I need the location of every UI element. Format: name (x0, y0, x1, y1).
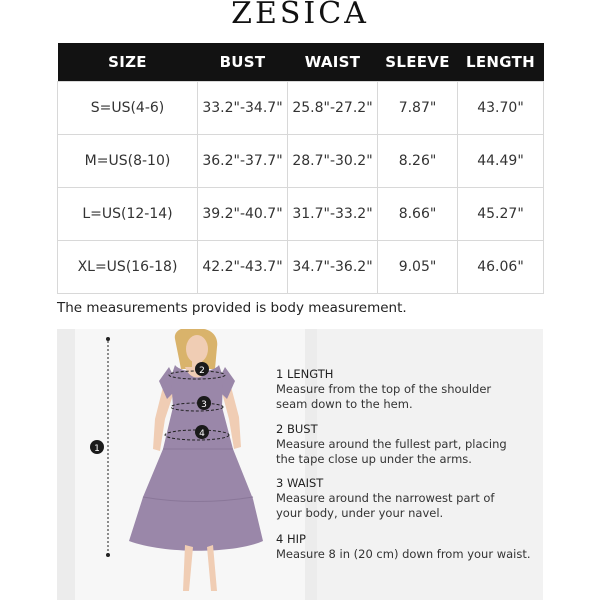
cell-bust: 42.2"-43.7" (198, 241, 288, 294)
guide-waist-title: 3 WAIST (276, 476, 324, 490)
cell-length: 46.06" (458, 241, 544, 294)
guide-length-line: seam down to the hem. (276, 397, 413, 411)
header-size: SIZE (58, 43, 198, 82)
marker-4-label: 4 (199, 429, 205, 439)
cell-waist: 34.7"-36.2" (288, 241, 378, 294)
table-row (58, 135, 544, 188)
cell-size: L=US(12-14) (58, 188, 198, 241)
guide-hip-line: Measure 8 in (20 cm) down from your waist. (276, 547, 531, 561)
cell-length: 43.70" (458, 82, 544, 135)
guide-length-title: 1 LENGTH (276, 367, 334, 381)
marker-1-label: 1 (94, 444, 100, 454)
cell-waist: 28.7"-30.2" (288, 135, 378, 188)
guide-length (276, 367, 491, 412)
table-header-row (58, 43, 544, 82)
cell-length: 45.27" (458, 188, 544, 241)
cell-sleeve: 8.66" (378, 188, 458, 241)
table-row (58, 241, 544, 294)
guide-bust-line: the tape close up under the arms. (276, 452, 472, 466)
cell-bust: 36.2"-37.7" (198, 135, 288, 188)
header-waist: WAIST (288, 43, 378, 82)
guide-hip (276, 532, 531, 562)
cell-sleeve: 9.05" (378, 241, 458, 294)
cell-sleeve: 7.87" (378, 82, 458, 135)
header-sleeve: SLEEVE (378, 43, 458, 82)
guide-waist-line: Measure around the narrowest part of (276, 491, 495, 505)
header-bust: BUST (198, 43, 288, 82)
guide-bust-title: 2 BUST (276, 422, 318, 436)
size-chart-table (57, 43, 544, 294)
table-row (58, 82, 544, 135)
cell-waist: 25.8"-27.2" (288, 82, 378, 135)
marker-3-label: 3 (201, 400, 207, 410)
marker-2-label: 2 (199, 366, 205, 376)
cell-waist: 31.7"-33.2" (288, 188, 378, 241)
guide-bust (276, 422, 507, 467)
cell-bust: 39.2"-40.7" (198, 188, 288, 241)
cell-sleeve: 8.26" (378, 135, 458, 188)
cell-length: 44.49" (458, 135, 544, 188)
guide-bust-line: Measure around the fullest part, placing (276, 437, 507, 451)
brand-logo: ZESICA (231, 0, 369, 31)
guide-hip-title: 4 HIP (276, 532, 306, 546)
guide-length-line: Measure from the top of the shoulder (276, 382, 492, 396)
cell-size: M=US(8-10) (58, 135, 198, 188)
guide-waist (276, 476, 494, 521)
table-row (58, 188, 544, 241)
header-length: LENGTH (458, 43, 544, 82)
cell-size: S=US(4-6) (58, 82, 198, 135)
cell-bust: 33.2"-34.7" (198, 82, 288, 135)
measurement-note: The measurements provided is body measurement. (57, 300, 407, 316)
cell-size: XL=US(16-18) (58, 241, 198, 294)
guide-waist-line: your body, under your navel. (276, 506, 444, 520)
